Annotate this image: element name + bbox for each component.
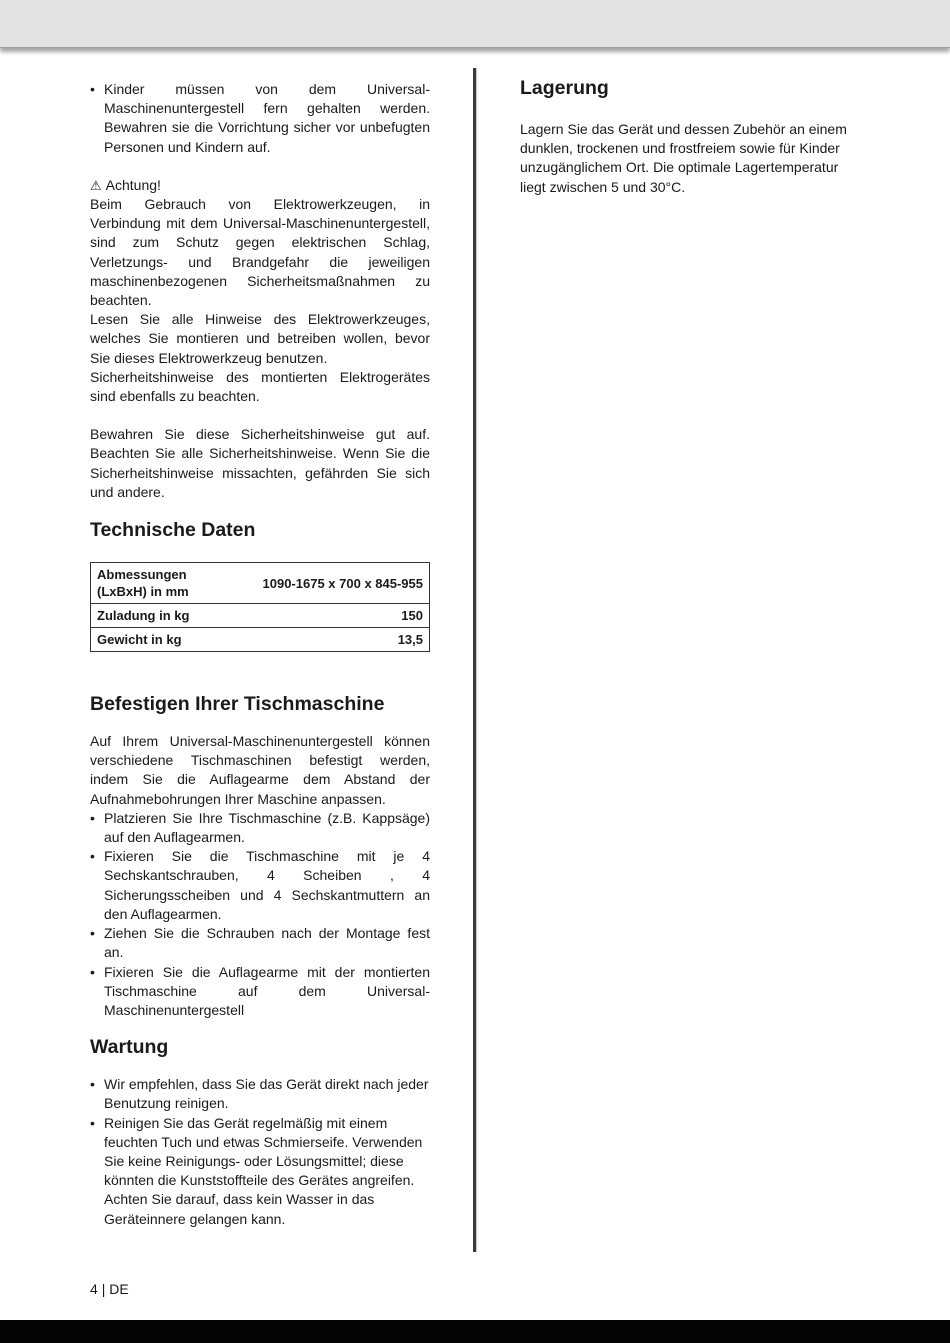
table-row xyxy=(91,604,430,628)
list-item: • Platzieren Sie Ihre Tischmaschine (z.B. Kappsäge) auf den Auflagearmen. xyxy=(90,809,430,847)
footer-band xyxy=(0,1320,950,1343)
table-cell-label: Gewicht in kg xyxy=(91,628,241,652)
footer-separator: | xyxy=(101,1281,106,1297)
warning-title-text: Achtung! xyxy=(105,176,161,193)
table-cell-value: 150 xyxy=(241,604,430,628)
table-row xyxy=(91,628,430,652)
left-column xyxy=(90,80,430,1229)
mounting-intro: Auf Ihrem Universal-Maschinenuntergestell können verschiedene Tischmaschinen befestigt werden, indem Sie die Auflagearme dem Abstand der Aufnahmebohrungen Ihrer Maschine anpassen. xyxy=(90,733,430,807)
warning-block xyxy=(90,176,430,406)
table-cell-label: Zuladung in kg xyxy=(91,604,241,628)
list-item: • Kinder müssen von dem Universal-Maschinenuntergestell fern gehalten werden. Bewahren sie die Vorrichtung sicher vor unbefugten Personen und Kindern auf. xyxy=(90,80,430,157)
warning-triangle-icon: ⚠ xyxy=(90,177,102,193)
header-band xyxy=(0,0,950,48)
warning-title xyxy=(90,176,430,195)
maintenance-bullet-list xyxy=(90,1075,430,1229)
storage-text: Lagern Sie das Gerät und dessen Zubehör an einem dunklen, trockenen und frostfreiem sowie für Kinder unzugänglichem Ort. Die optimale Lagertemperatur liegt zwischen 5 und 30°C. xyxy=(520,121,847,195)
intro-bullet-list xyxy=(90,80,430,157)
language-code: DE xyxy=(109,1281,129,1297)
column-divider xyxy=(473,68,476,1252)
technical-data-table xyxy=(90,562,430,652)
section-heading-mounting: Befestigen Ihrer Tischmaschine xyxy=(90,693,385,716)
mounting-bullet-list xyxy=(90,809,430,1020)
list-item: • Fixieren Sie die Tischmaschine mit je 4 Sechskantschrauben, 4 Scheiben , 4 Sicherungsscheiben und 4 Sechskantmuttern an den Auflagearmen. xyxy=(90,847,430,924)
section-heading-storage: Lagerung xyxy=(520,77,609,99)
right-column xyxy=(520,76,865,197)
section-heading-maintenance: Wartung xyxy=(90,1036,169,1059)
list-item: • Wir empfehlen, dass Sie das Gerät direkt nach jeder Benutzung reinigen. xyxy=(90,1075,430,1113)
list-item: • Reinigen Sie das Gerät regelmäßig mit einem feuchten Tuch und etwas Schmierseife. Verwenden Sie keine Reinigungs- oder Lösungsmittel; diese könnten die Kunststoffteile des Gerätes angreifen. Achten Sie darauf, dass kein Wasser in das Geräteinnere gelangen kann. xyxy=(90,1114,430,1229)
keep-notice: Bewahren Sie diese Sicherheitshinweise gut auf. Beachten Sie alle Sicherheitshinweise. Wenn Sie die Sicherheitshinweise missachten, gefährden Sie sich und andere. xyxy=(90,426,430,500)
table-cell-value: 13,5 xyxy=(241,628,430,652)
warning-paragraph: Lesen Sie alle Hinweise des Elektrowerkzeuges, welches Sie montieren und betreiben wollen, bevor Sie dieses Elektrowerkzeug benutzen. xyxy=(90,311,430,366)
table-cell-label: Abmessungen (LxBxH) in mm xyxy=(97,567,189,600)
warning-paragraph: Sicherheitshinweise des montierten Elektrogerätes sind ebenfalls zu beachten. xyxy=(90,368,430,405)
warning-paragraph: Beim Gebrauch von Elektrowerkzeugen, in Verbindung mit dem Universal-Maschinenuntergestell, sind zum Schutz gegen elektrischen Schlag, Verletzungs- und Brandgefahr die jeweiligen maschinenbezogenen Sicherheitsmaßnahmen zu beachten. xyxy=(90,196,430,309)
page-number: 4 xyxy=(90,1281,98,1297)
page-footer xyxy=(90,1280,129,1298)
table-cell-value: 1090-1675 x 700 x 845-955 xyxy=(262,575,423,591)
section-heading-technical-data: Technische Daten xyxy=(90,519,256,542)
list-item: • Ziehen Sie die Schrauben nach der Montage fest an. xyxy=(90,924,430,962)
list-item: • Fixieren Sie die Auflagearme mit der montierten Tischmaschine auf dem Universal-Maschinenuntergestell xyxy=(90,963,430,1021)
table-row xyxy=(91,563,430,604)
